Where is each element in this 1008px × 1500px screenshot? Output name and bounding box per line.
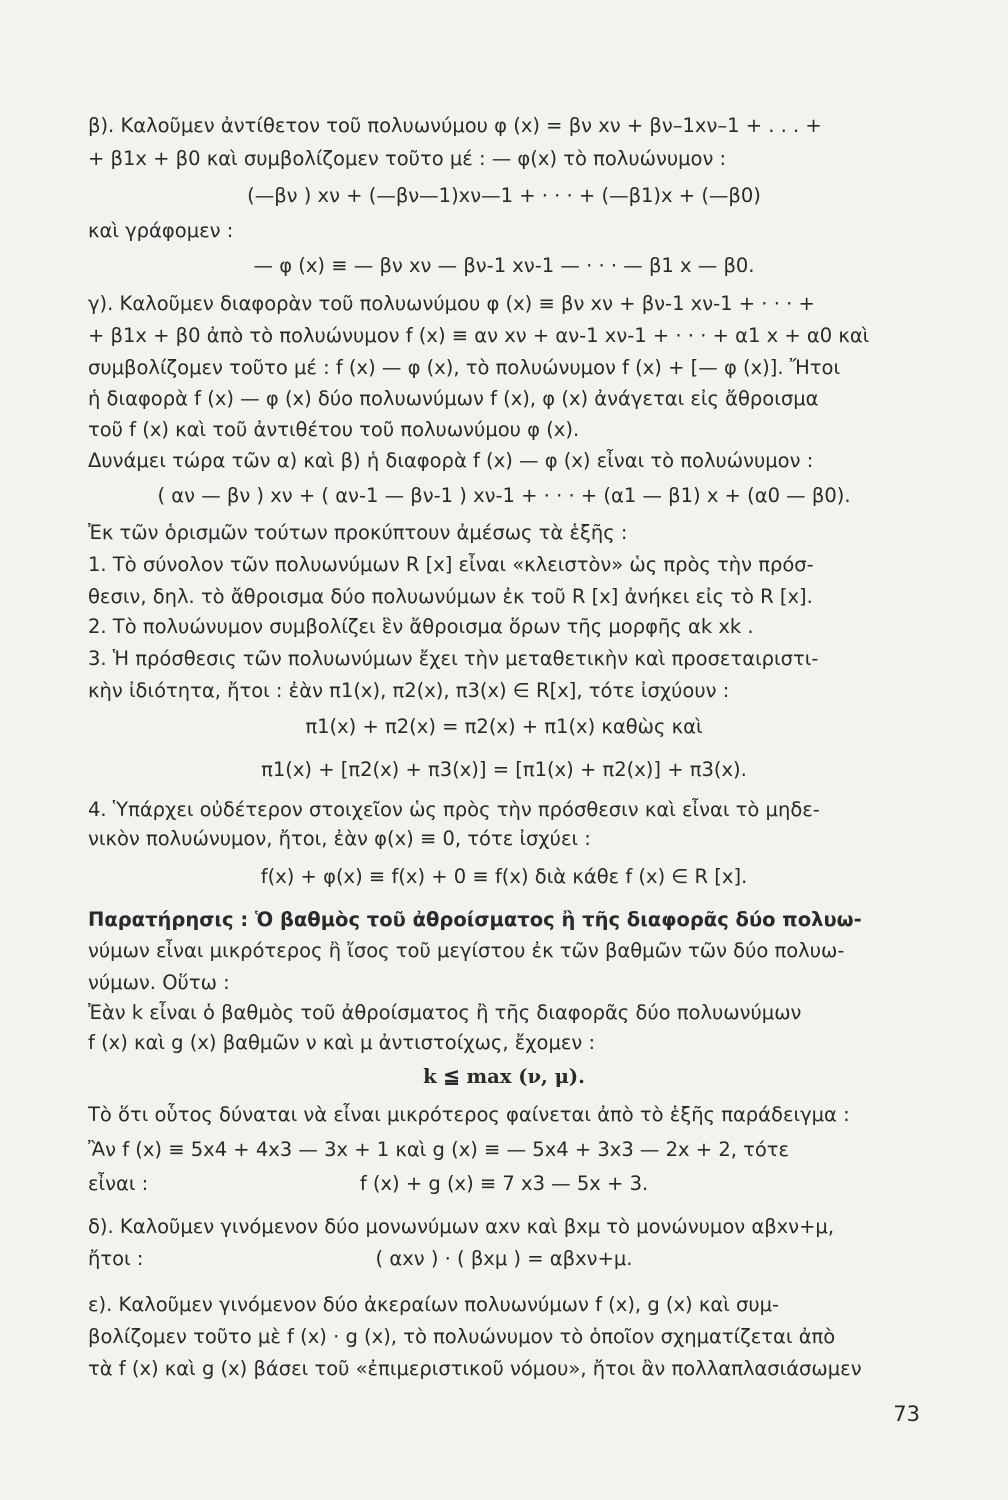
text-line: + β1x + β0 ἀπὸ τὸ πολυώνυμον f (x) ≡ αν xν + αν-1 xν-1 + · · · + α1 x + α0 καὶ <box>88 324 870 347</box>
text-line: β). Καλοῦμεν ἀντίθετον τοῦ πολυωνύμου φ (x) = βν xν + βν–1xν–1 + . . . + <box>88 114 822 137</box>
text-line: δ). Καλοῦμεν γινόμενον δύο μονωνύμων αxν καὶ βxμ τὸ μονώνυμον αβxν+μ, <box>88 1215 835 1238</box>
text-line: κὴν ἰδιότητα, ἤτοι : ἐὰν π1(x), π2(x), π3(x) ∈ R[x], τότε ἰσχύουν : <box>88 679 730 702</box>
text-line: Δυνάμει τώρα τῶν α) καὶ β) ἡ διαφορὰ f (x) — φ (x) εἶναι τὸ πολυώνυμον : <box>88 449 814 472</box>
equation: f (x) + g (x) ≡ 7 x3 — 5x + 3. <box>359 1172 649 1195</box>
text-line: f (x) καὶ g (x) βαθμῶν ν καὶ μ ἀντιστοίχως, ἔχομεν : <box>88 1031 596 1054</box>
equation: ( αxν ) · ( βxμ ) = αβxν+μ. <box>375 1247 633 1270</box>
text-line: εἶναι : <box>88 1172 149 1195</box>
text-line: γ). Καλοῦμεν διαφορὰν τοῦ πολυωνύμου φ (x) ≡ βν xν + βν-1 xν-1 + · · · + <box>88 292 815 315</box>
equation: — φ (x) ≡ — βν xν — βν-1 xν-1 — · · · — β1 x — β0. <box>253 254 755 277</box>
text-line: + β1x + β0 καὶ συμβολίζομεν τοῦτο μέ : — φ(x) τὸ πολυώνυμον : <box>88 147 727 170</box>
text-line: 1. Τὸ σύνολον τῶν πολυωνύμων R [x] εἶναι «κλειστὸν» ὡς πρὸς τὴν πρόσ- <box>88 553 814 576</box>
text-line: 3. Ἡ πρόσθεσις τῶν πολυωνύμων ἔχει τὴν μεταθετικὴν καὶ προσεταιριστι- <box>88 647 819 670</box>
text-line: 4. Ὑπάρχει οὐδέτερον στοιχεῖον ὡς πρὸς τὴν πρόσθεσιν καὶ εἶναι τὸ μηδε- <box>88 798 820 821</box>
equation: ( αν — βν ) xν + ( αν-1 — βν-1 ) xν-1 + · · · + (α1 — β1) x + (α0 — β0). <box>157 484 851 507</box>
text-line: Ἂν f (x) ≡ 5x4 + 4x3 — 3x + 1 καὶ g (x) ≡ — 5x4 + 3x3 — 2x + 2, τότε <box>88 1138 790 1161</box>
equation: π1(x) + π2(x) = π2(x) + π1(x) καθὼς καὶ <box>305 715 703 738</box>
text-line: θεσιν, δηλ. τὸ ἄθροισμα δύο πολυωνύμων ἐκ τοῦ R [x] ἀνήκει εἰς τὸ R [x]. <box>88 585 813 608</box>
text-line: βολίζομεν τοῦτο μὲ f (x) · g (x), τὸ πολυώνυμον τὸ ὁποῖον σχηματίζεται ἀπὸ <box>88 1325 836 1348</box>
text-line: Τὸ ὅτι οὗτος δύναται νὰ εἶναι μικρότερος φαίνεται ἀπὸ τὸ ἑξῆς παράδειγμα : <box>88 1103 850 1126</box>
text-line: τὰ f (x) καὶ g (x) βάσει τοῦ «ἐπιμεριστικοῦ νόμου», ἤτοι ἂν πολλαπλασιάσωμεν <box>88 1357 862 1380</box>
equation: π1(x) + [π2(x) + π3(x)] = [π1(x) + π2(x)] + π3(x). <box>261 758 747 781</box>
text-line: νικὸν πολυώνυμον, ἤτοι, ἐὰν φ(x) ≡ 0, τότε ἰσχύει : <box>88 827 591 850</box>
equation: k ≦ max (ν, μ). <box>423 1065 585 1088</box>
equation: (—βν ) xν + (—βν—1)xν—1 + · · · + (—β1)x + (—β0) <box>247 184 761 207</box>
text-line: καὶ γράφομεν : <box>88 219 234 242</box>
text-line: Ἐὰν k εἶναι ὁ βαθμὸς τοῦ ἀθροίσματος ἢ τῆς διαφορᾶς δύο πολυωνύμων <box>88 1001 802 1024</box>
text-line: ε). Καλοῦμεν γινόμενον δύο ἀκεραίων πολυωνύμων f (x), g (x) καὶ συμ- <box>88 1293 780 1316</box>
text-line: ἤτοι : <box>88 1247 144 1270</box>
text-line: ἡ διαφορὰ f (x) — φ (x) δύο πολυωνύμων f (x), φ (x) ἀνάγεται εἰς ἄθροισμα <box>88 387 819 410</box>
remark-line: Παρατήρησις : Ὁ βαθμὸς τοῦ ἀθροίσματος ἢ τῆς διαφορᾶς δύο πολυω- <box>88 908 862 931</box>
text-line: τοῦ f (x) καὶ τοῦ ἀντιθέτου τοῦ πολυωνύμου φ (x). <box>88 418 580 441</box>
page-number: 73 <box>893 1402 920 1426</box>
text-line: 2. Τὸ πολυώνυμον συμβολίζει ἓν ἄθροισμα ὅρων τῆς μορφῆς αk xk . <box>88 615 754 638</box>
text-line: νύμων εἶναι μικρότερος ἢ ἴσος τοῦ μεγίστου ἐκ τῶν βαθμῶν τῶν δύο πολυω- <box>88 939 845 962</box>
text-line: συμβολίζομεν τοῦτο μέ : f (x) — φ (x), τὸ πολυώνυμον f (x) + [— φ (x)]. Ἤτοι <box>88 356 841 379</box>
text-line: νύμων. Οὕτω : <box>88 971 230 994</box>
text-line: Ἐκ τῶν ὁρισμῶν τούτων προκύπτουν ἀμέσως τὰ ἑξῆς : <box>88 521 628 544</box>
equation: f(x) + φ(x) ≡ f(x) + 0 ≡ f(x) διὰ κάθε f (x) ∈ R [x]. <box>260 865 748 888</box>
